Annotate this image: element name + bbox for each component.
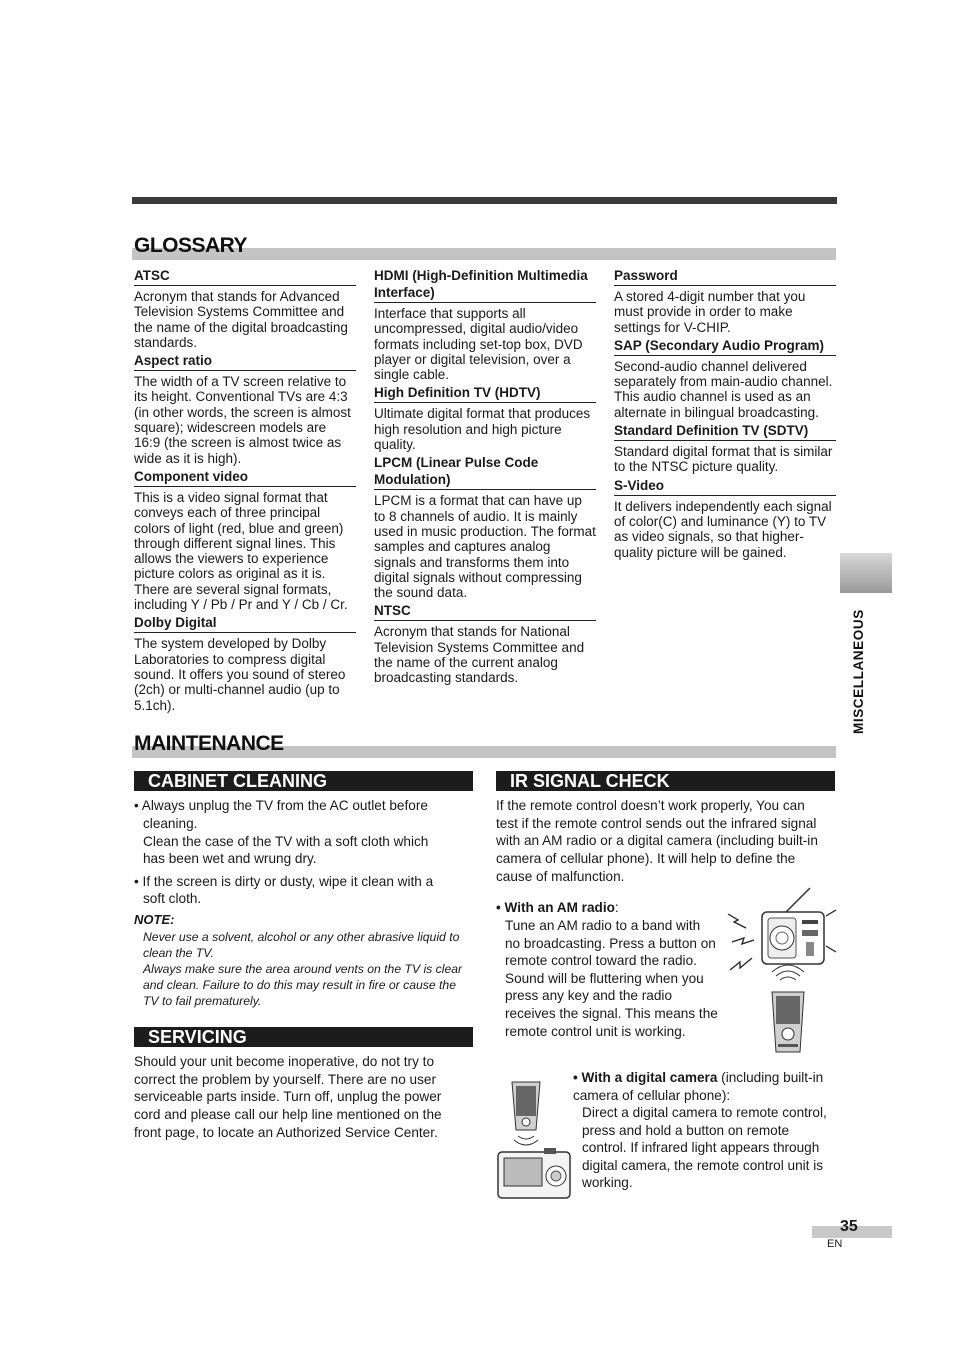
glossary-term: NTSC — [374, 602, 596, 621]
cabinet-cleaning-heading: CABINET CLEANING — [134, 771, 473, 791]
servicing-heading: SERVICING — [134, 1027, 473, 1047]
glossary-definition: This is a video signal format that conveys each of three principal colors of light (red, blue and green) through different signal lines. This allows the viewers to experience picture colors as original as it is. There are several signal formats, including Y / Pb / Pr and Y / Cb / Cr. — [134, 489, 348, 613]
ir-intro-text: If the remote control doesn’t work properly, You can test if the remote control sends out the infrared signal with an AM radio or a digital camera (including built-in camera of cellular phone). It will help to define the cause of malfunction. — [496, 798, 818, 884]
page-language: EN — [827, 1238, 843, 1250]
digital-camera-intro — [573, 1069, 835, 1104]
glossary-definition: Acronym that stands for National Television Systems Committee and the name of the current analog broadcasting standards. — [374, 624, 585, 686]
am-radio-heading — [496, 899, 619, 917]
side-tab — [840, 553, 892, 593]
note-text: Always make sure the area around vents on the TV is clear and clean. Failure to do this may result in fire or cause the TV to fail prematurely. — [143, 962, 463, 1008]
note-text: Never use a solvent, alcohol or any other abrasive liquid to clean the TV. — [143, 930, 460, 960]
glossary-definition: The system developed by Dolby Laboratories to compress digital sound. It offers you sound of stereo (2ch) or multi-channel audio (up to 5.1ch). — [134, 636, 346, 713]
glossary-term: Password — [614, 267, 836, 286]
glossary-definition: Interface that supports all uncompressed, digital audio/video formats including set-top box, DVD player or digital television, over a single cable. — [374, 306, 583, 383]
am-radio-label: • With an AM radio — [496, 900, 615, 915]
cabinet-bullet-1-line: cleaning. — [143, 816, 198, 831]
glossary-title: GLOSSARY — [134, 234, 248, 257]
am-radio-illustration — [724, 886, 838, 1058]
digital-camera-intro-rest: (including built-in camera of cellular phone): — [573, 1070, 824, 1103]
glossary-definition: Second-audio channel delivered separately from main-audio channel. This audio channel is used as an alternate in bilingual broadcasting. — [614, 358, 833, 420]
glossary-column-2 — [374, 267, 596, 688]
glossary-term: HDMI (High-Definition Multimedia Interface) — [374, 267, 596, 303]
page-number: 35 — [840, 1218, 858, 1235]
cabinet-bullet-2-line: soft cloth. — [143, 891, 202, 906]
glossary-column-1 — [134, 267, 356, 715]
glossary-definition: Ultimate digital format that produces high resolution and high picture quality. — [374, 406, 591, 453]
note-title: NOTE: — [134, 912, 175, 927]
glossary-term: Component video — [134, 468, 356, 487]
glossary-term: ATSC — [134, 267, 356, 286]
glossary-term: SAP (Secondary Audio Program) — [614, 337, 836, 356]
cabinet-bullet-1-line: has been wet and wrung dry. — [143, 851, 317, 866]
cabinet-bullet-1-line: Clean the case of the TV with a soft cloth which — [143, 834, 429, 849]
cabinet-bullet-2-line: • If the screen is dirty or dusty, wipe it clean with a — [134, 874, 434, 889]
glossary-definition: Acronym that stands for Advanced Television Systems Committee and the name of the digital broadcasting standards. — [134, 289, 348, 350]
glossary-term: S-Video — [614, 477, 836, 496]
glossary-term: High Definition TV (HDTV) — [374, 384, 596, 403]
ir-signal-check-heading: IR SIGNAL CHECK — [496, 771, 835, 791]
digital-camera-label: • With a digital camera — [573, 1070, 718, 1085]
glossary-term: LPCM (Linear Pulse Code Modulation) — [374, 454, 596, 490]
glossary-column-3 — [614, 267, 836, 562]
am-radio-colon: : — [614, 900, 619, 915]
digital-camera-text: Direct a digital camera to remote control, press and hold a button on remote control. If infrared light appears through digital camera, the remote control unit is working. — [582, 1105, 827, 1191]
glossary-definition: LPCM is a format that can have up to 8 channels of audio. It is mainly used in music production. The format samples and captures analog signals and transforms them into digital signals without compressing the sound data. — [374, 493, 596, 601]
am-radio-text: Tune an AM radio to a band with no broadcasting. Press a button on remote control toward the radio. Sound will be fluttering when you press any key and the radio receives the signal. This means the remote control unit is working. — [505, 918, 718, 1039]
maintenance-title: MAINTENANCE — [134, 732, 284, 755]
glossary-definition: Standard digital format that is similar to the NTSC picture quality. — [614, 444, 833, 475]
top-rule — [132, 197, 837, 204]
glossary-definition: The width of a TV screen relative to its height. Conventional TVs are 4:3 (in other words, the screen is almost square); widescreen models are 16:9 (the screen is almost twice as wide as it is high). — [134, 374, 351, 466]
side-tab-label: MISCELLANEOUS — [851, 609, 866, 734]
servicing-text: Should your unit become inoperative, do not try to correct the problem by yourself. There are no user serviceable parts inside. Turn off, unplug the power cord and please call our help line mentioned on the front page, to locate an Authorized Service Center. — [134, 1054, 442, 1140]
glossary-definition: A stored 4-digit number that you must provide in order to make settings for V-CHIP. — [614, 289, 806, 335]
glossary-term: Aspect ratio — [134, 352, 356, 371]
glossary-term: Dolby Digital — [134, 614, 356, 633]
glossary-term: Standard Definition TV (SDTV) — [614, 422, 836, 441]
cabinet-bullet-1-line: • Always unplug the TV from the AC outlet before — [134, 798, 428, 813]
glossary-definition: It delivers independently each signal of color(C) and luminance (Y) to TV as video signals, so that higher-quality picture will be gained. — [614, 498, 832, 560]
digital-camera-illustration — [494, 1078, 574, 1202]
